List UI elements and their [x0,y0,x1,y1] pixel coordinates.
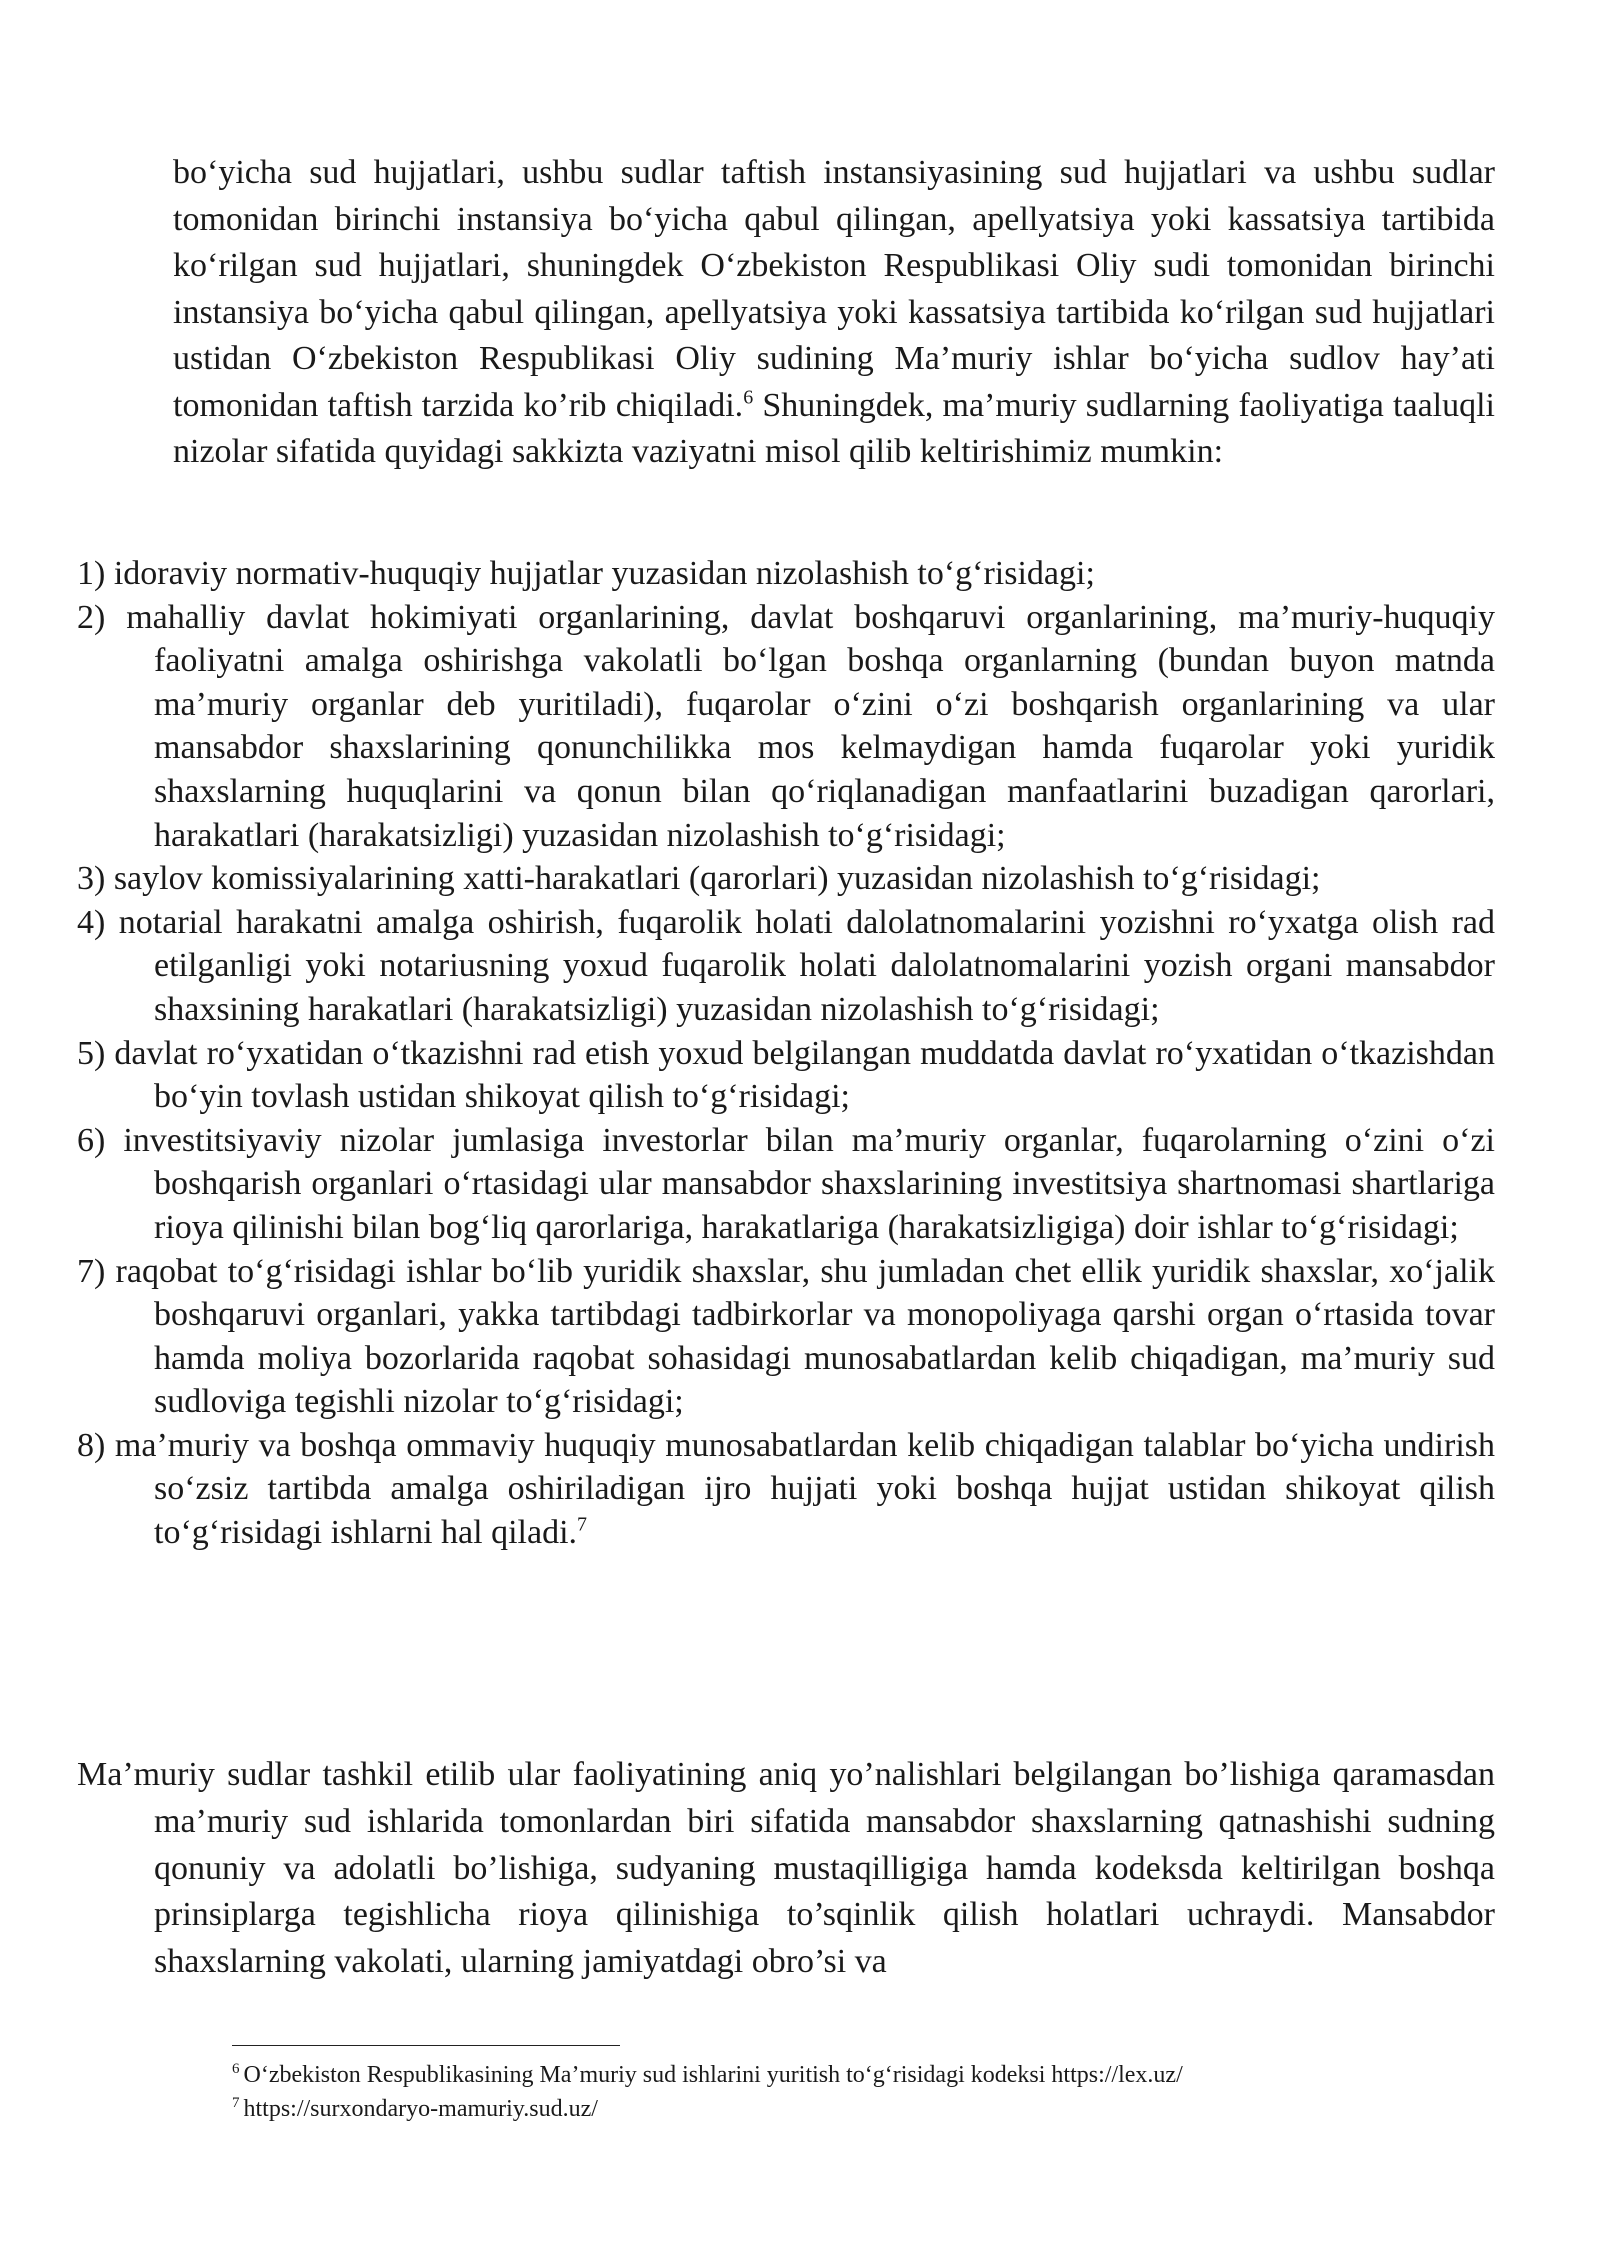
footnote-ref-6[interactable]: 6 [743,386,754,409]
list-item-8 [77,1424,1495,1555]
footnote-mark-7: 7 [232,2095,240,2111]
list-item-3: 3) saylov komissiyalarining xatti-harakatlari (qarorlari) yuzasidan nizolashish to‘g‘risidagi; [77,860,1321,898]
list-item-8-text: 8) ma’muriy va boshqa ommaviy huquqiy munosabatlardan kelib chiqadigan talablar bo‘yicha undirish so‘zsiz tartibda amalga oshiriladigan ijro hujjati yoki boshqa hujjat ustidan shikoyat qilish to‘g‘risidagi ishlarni hal qiladi. [77,1426,1495,1552]
dispute-list [77,552,1495,1555]
list-item-6: 6) investitsiyaviy nizolar jumlasiga investorlar bilan ma’muriy organlar, fuqarolarning o‘zini o‘zi boshqarish organlari o‘rtasidagi ular mansabdor shaxslarining investitsiya shartnomasi shartlariga rioya qilinishi bilan bog‘liq qarorlariga, harakatlariga (harakatsizligiga) doir ishlar to‘g‘risidagi; [77,1121,1495,1246]
list-item-7: 7) raqobat to‘g‘risidagi ishlar bo‘lib yuridik shaxslar, shu jumladan chet ellik yuridik shaxslar, xo‘jalik boshqaruvi organlari, yakka tartibdagi tadbirkorlar va monopoliyaga qarshi organ o‘rtasida tovar hamda moliya bozorlarida raqobat sohasidagi munosabatlardan kelib chiqadigan, ma’muriy sud sudloviga tegishli nizolar to‘g‘risidagi; [77,1252,1495,1421]
intro-paragraph [173,150,1495,476]
footnote-7-text[interactable]: https://surxondaryo-mamuriy.sud.uz/ [243,2096,598,2122]
list-item-1: 1) idoraviy normativ-huquqiy hujjatlar yuzasidan nizolashish to‘g‘risidagi; [77,555,1095,592]
footnotes [232,2058,1432,2126]
footnote-separator [232,2045,620,2046]
footnote-6-text[interactable]: O‘zbekiston Respublikasining Ma’muriy sud ishlarini yuritish to‘g‘risidagi kodeksi https://lex.uz/ [243,2062,1183,2088]
list-item-4: 4) notarial harakatni amalga oshirish, fuqarolik holati dalolatnomalarini yozishni ro‘yxatga olish rad etilganligi yoki notariusning yoxud fuqarolik holati dalolatnomalarini yozish organi mansabdor shaxsining harakatlari (harakatsizligi) yuzasidan nizolashish to‘g‘risidagi; [77,903,1495,1028]
intro-text: bo‘yicha sud hujjatlari, ushbu sudlar taftish instansiyasining sud hujjatlari va ushbu sudlar tomonidan birinchi instansiya bo‘yicha qabul qilingan, apellyatsiya yoki kassatsiya tartibida ko‘rilgan sud hujjatlari, shuningdek O‘zbekiston Respublikasi Oliy sudi tomonidan birinchi instansiya bo‘yicha qabul qilingan, apellyatsiya yoki kassatsiya tartibida ko‘rilgan sud hujjatlari ustidan O‘zbekiston Respublikasi Oliy sudining Ma’muriy ishlar bo‘yicha sudlov hay’ati tomonidan taftish tarzida ko’rib chiqiladi. [173,154,1495,424]
intro-continuation: Shuningdek, ma’muriy sudlarning faoliyatiga taaluqli nizolar sifatida quyidagi sakkizta vaziyatni misol qilib keltirishimiz mumkin: [173,386,1496,470]
list-item-2: 2) mahalliy davlat hokimiyati organlarining, davlat boshqaruvi organlarining, ma’muriy-huquqiy faoliyatni amalga oshirishga vakolatli bo‘lgan boshqa organlarning (bundan buyon matnda ma’muriy organlar deb yuritiladi), fuqarolar o‘zini o‘zi boshqarish organlarining va ular mansabdor shaxslarining qonunchilikka mos kelmaydigan hamda fuqarolar yoki yuridik shaxslarning huquqlarini va qonun bilan qo‘riqlanadigan manfaatlarini buzadigan qarorlari, harakatlari (harakatsizligi) yuzasidan nizolashish to‘g‘risidagi; [77,598,1495,854]
footnote-7 [232,2092,1432,2126]
footnote-6 [232,2058,1432,2092]
closing-paragraph: Ma’muriy sudlar tashkil etilib ular faoliyatining aniq yo’nalishlari belgilangan bo’lishiga qaramasdan ma’muriy sud ishlarida tomonlardan biri sifatida mansabdor shaxslarning qatnashishi sudning qonuniy va adolatli bo’lishiga, sudyaning mustaqilligiga hamda kodeksda keltirilgan boshqa prinsiplarga tegishlicha rioya qilinishiga to’sqinlik qilish holatlari uchraydi. Mansabdor shaxslarning vakolati, ularning jamiyatdagi obro’si va [77,1756,1495,1981]
intro-text-block [173,150,1495,476]
list-item-5: 5) davlat ro‘yxatidan o‘tkazishni rad etish yoxud belgilangan muddatda davlat ro‘yxatidan o‘tkazishdan bo‘yin tovlash ustidan shikoyat qilish to‘g‘risidagi; [77,1034,1495,1116]
footnote-ref-7[interactable]: 7 [577,1513,588,1536]
footnote-mark-6: 6 [232,2061,240,2077]
